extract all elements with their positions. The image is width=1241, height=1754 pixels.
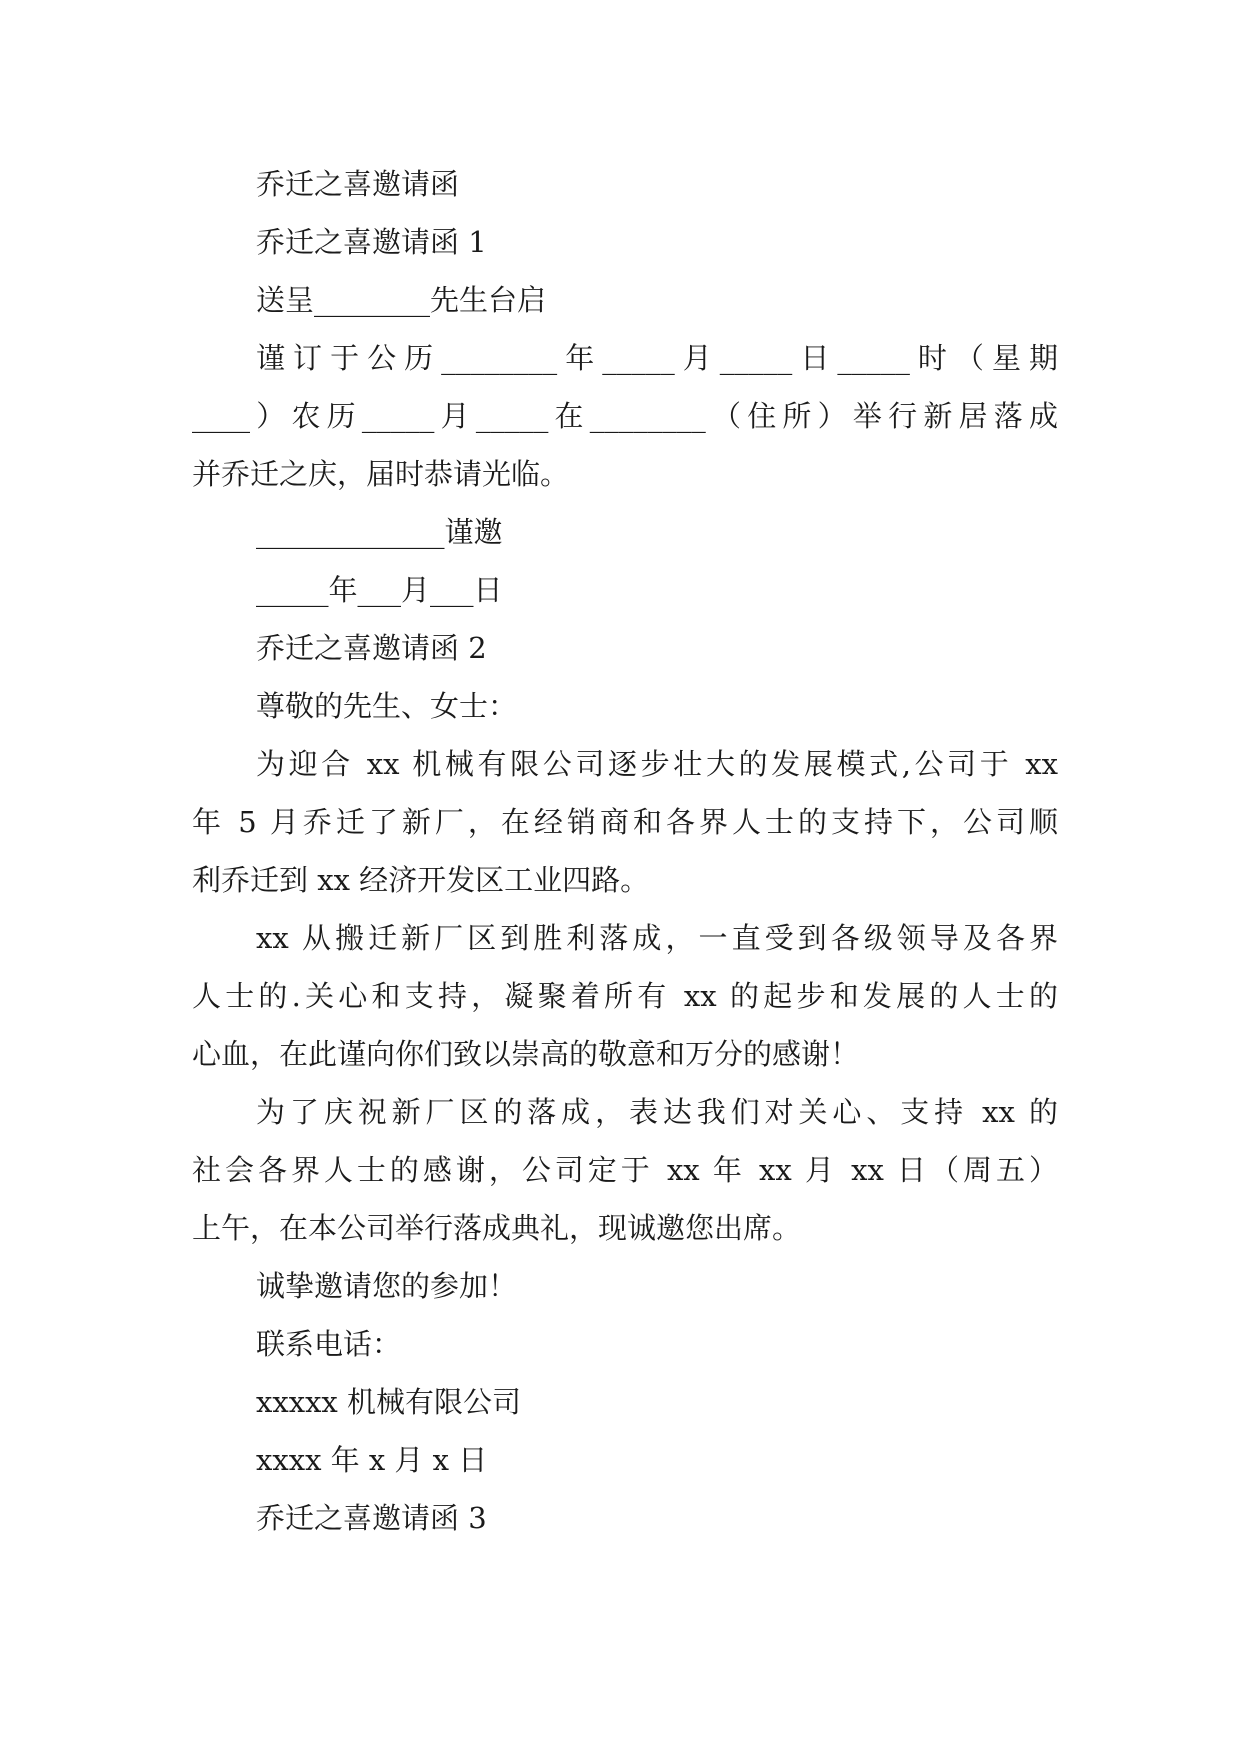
document-page — [192, 155, 1058, 1547]
salutation: 尊敬的先生、女士： — [256, 689, 518, 723]
recipient-line: 送呈________先生台启 — [256, 283, 547, 317]
signature-line: _____________谨邀 — [256, 515, 503, 549]
letter-date: xxxx 年 x 月 x 日 — [256, 1443, 488, 1477]
body-paragraph-line: 心血，在此谨向你们致以崇高的敬意和万分的感谢！ — [192, 1037, 860, 1071]
contact-phone-label: 联系电话： — [256, 1327, 402, 1361]
closing-line: 诚挚邀请您的参加！ — [256, 1269, 518, 1303]
document-title: 乔迁之喜邀请函 — [256, 167, 460, 201]
body-paragraph-line: 社会各界人士的感谢，公司定于 xx 年 xx 月 xx 日（周五） — [192, 1153, 1058, 1187]
body-paragraph-line: 为了庆祝新厂区的落成，表达我们对关心、支持 xx 的 — [256, 1095, 1058, 1129]
body-paragraph-line: 上午，在本公司举行落成典礼，现诚邀您出席。 — [192, 1211, 802, 1245]
section-heading-3: 乔迁之喜邀请函 3 — [256, 1501, 487, 1535]
body-paragraph-line: 年 5 月乔迁了新厂，在经销商和各界人士的支持下，公司顺 — [192, 805, 1058, 839]
invitation-paragraph-line: ____）农历_____月_____在________（住所）举行新居落成 — [192, 399, 1058, 433]
invitation-paragraph-line: 并乔迁之庆，届时恭请光临。 — [192, 457, 570, 491]
section-heading-1: 乔迁之喜邀请函 1 — [256, 225, 487, 259]
section-heading-2: 乔迁之喜邀请函 2 — [256, 631, 487, 665]
date-line: _____年___月___日 — [256, 573, 503, 607]
body-paragraph-line: xx 从搬迁新厂区到胜利落成，一直受到各级领导及各界 — [256, 921, 1058, 955]
body-paragraph-line: 为迎合 xx 机械有限公司逐步壮大的发展模式,公司于 xx — [256, 747, 1058, 781]
invitation-paragraph-line: 谨订于公历________年_____月_____日_____时（星期 — [256, 341, 1058, 375]
company-name: xxxxx 机械有限公司 — [256, 1385, 521, 1419]
body-paragraph-line: 人士的.关心和支持，凝聚着所有 xx 的起步和发展的人士的 — [192, 979, 1058, 1013]
body-paragraph-line: 利乔迁到 xx 经济开发区工业四路。 — [192, 863, 650, 897]
